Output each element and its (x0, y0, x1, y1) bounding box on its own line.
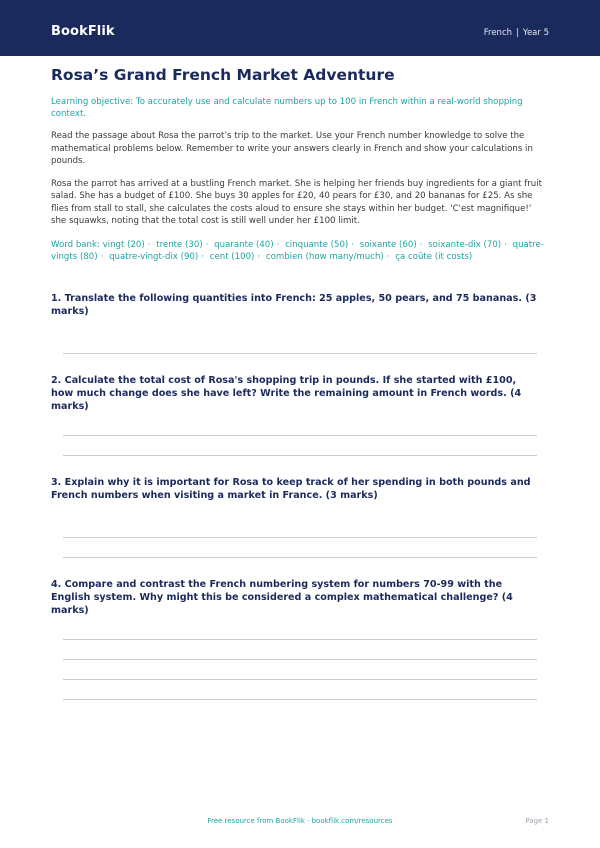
year-label: Year 5 (522, 28, 549, 38)
subject-label: French (483, 28, 513, 38)
answer-line[interactable] (63, 537, 537, 538)
word-bank-item: cent (100) (209, 252, 255, 262)
word-bank-label: Word bank: (51, 239, 100, 250)
footer-link[interactable]: Free resource from BookFlik · bookflik.com/resources (207, 817, 393, 825)
answer-line[interactable] (63, 679, 537, 680)
worksheet-content (51, 66, 549, 264)
word-bank-item: quatre-vingt-dix (90) (109, 252, 199, 262)
question-2: 2. Calculate the total cost of Rosa's shopping trip in pounds. If she started with £100, how much change does she have left? Write the remaining amount in French words. (4 marks) (51, 375, 522, 412)
word-bank-item: soixante-dix (70) (428, 239, 502, 250)
brand-logo-text: BookFlik (51, 24, 115, 39)
header-bar (0, 0, 600, 56)
word-bank-item: soixante (60) (359, 239, 417, 250)
answer-line[interactable] (63, 699, 537, 700)
answer-line[interactable] (63, 455, 537, 456)
story-paragraph: Rosa the parrot has arrived at a bustling French market. She is helping her friends buy ingredients for a giant fruit salad. She has a budget of £100. She buys 30 apples for £20, 40 pears for £30, and 20 bananas for £25. As she flies from stall to stall, she calculates the costs aloud to ensure she stays within her budget. 'C'est magnifique!' she squawks, noting that the total cost is still well under her £100 limit. (51, 178, 543, 226)
instructions-paragraph: Read the passage about Rosa the parrot’s trip to the market. Use your French number knowledge to solve the mathematical problems below. Remember to write your answers clearly in French and show your calculations in pounds. (51, 131, 533, 166)
question-3: 3. Explain why it is important for Rosa to keep track of her spending in both pounds and French numbers when visiting a market in France. (3 marks) (51, 477, 531, 501)
word-bank-item: quatre-vingts (80) (51, 239, 544, 262)
question-1: 1. Translate the following quantities into French: 25 apples, 50 pears, and 75 bananas. (3 marks) (51, 293, 537, 317)
word-bank-item: quarante (40) (214, 239, 274, 250)
word-bank-item: vingt (20) (102, 239, 145, 250)
answer-line[interactable] (63, 639, 537, 640)
word-bank-item: cinquante (50) (285, 239, 349, 250)
separator: | (516, 28, 519, 38)
page-number: Page 1 (525, 817, 549, 825)
subject-year-label (484, 28, 549, 38)
answer-line[interactable] (63, 353, 537, 354)
answer-line[interactable] (63, 435, 537, 436)
learning-objective: Learning objective: To accurately use and calculate numbers up to 100 in French within a real-world shopping context. (51, 97, 523, 119)
answer-line[interactable] (63, 557, 537, 558)
word-bank-item: ça coûte (it costs) (395, 252, 473, 262)
question-4: 4. Compare and contrast the French numbering system for numbers 70-99 with the English system. Why might this be considered a complex mathematical challenge? (4 marks) (51, 579, 513, 616)
answer-line[interactable] (63, 659, 537, 660)
page-title: Rosa’s Grand French Market Adventure (51, 66, 395, 84)
word-bank-item: trente (30) (156, 239, 203, 250)
word-bank: Word bank: vingt (20) · trente (30) · quarante (40) · cinquante (50) · soixante (60) · soixante-dix (70) · quatre-vingts (80) · quatre-vingt-dix (90) · cent (100) · combien (how many/much) · ça coûte (it costs) (51, 239, 544, 262)
word-bank-item: combien (how many/much) (265, 252, 384, 262)
